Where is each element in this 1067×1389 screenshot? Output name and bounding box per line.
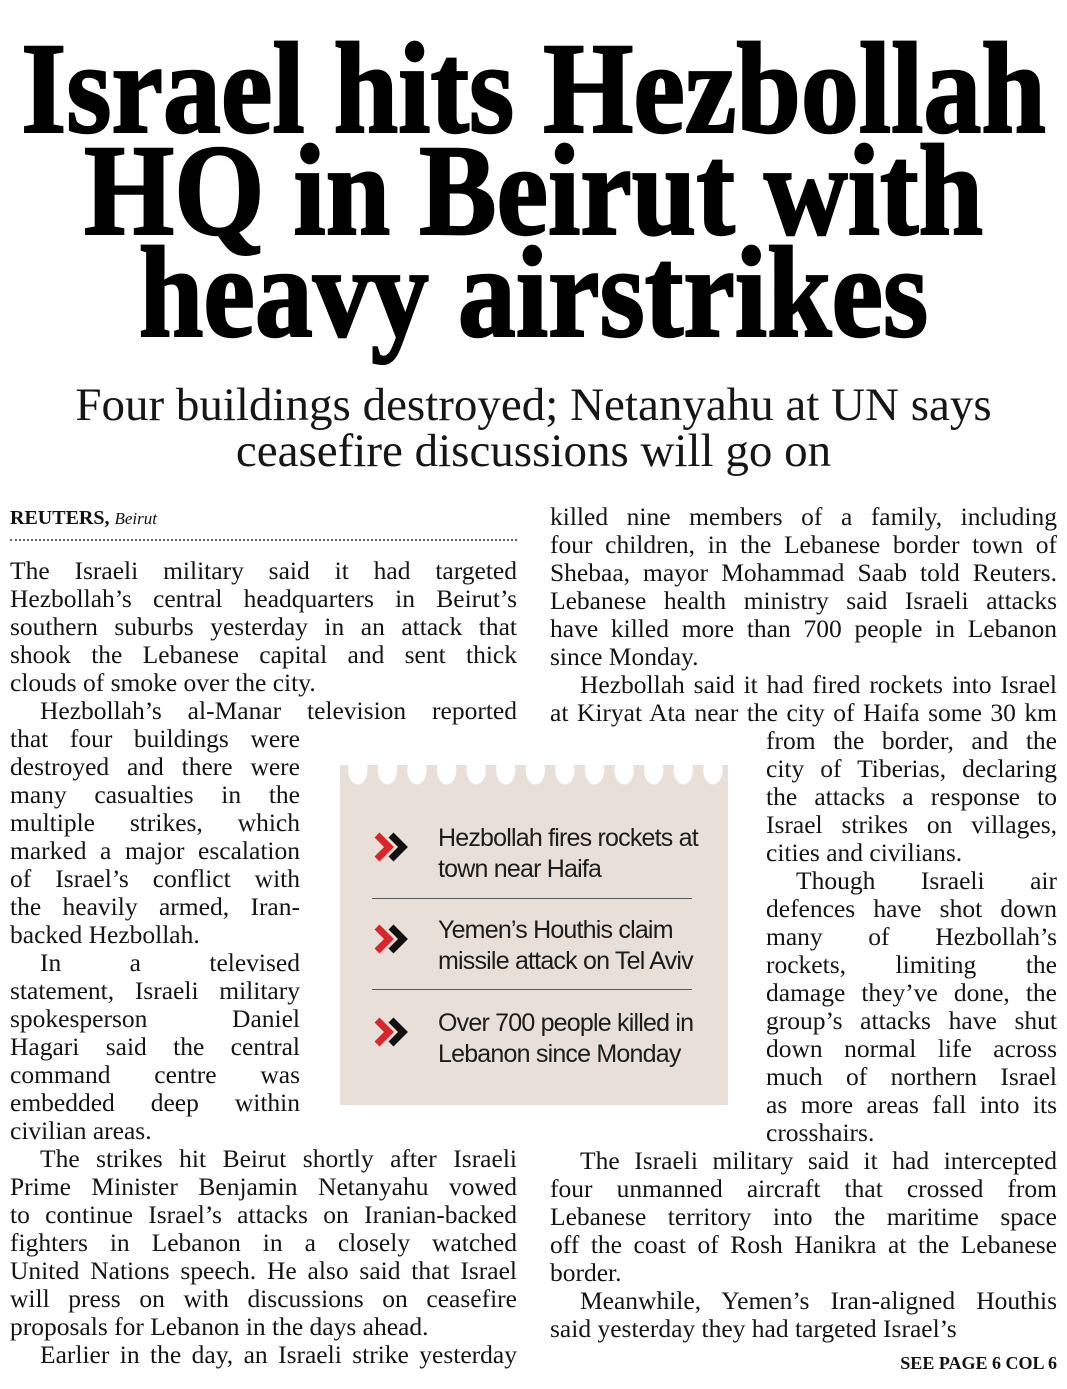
highlight-text-line: missile attack on Tel Aviv bbox=[438, 947, 693, 975]
highlight-divider bbox=[372, 898, 692, 899]
text-line: damage they’ve done, the bbox=[766, 978, 1057, 1007]
text-line: rockets, limiting the bbox=[766, 950, 1057, 979]
text-line: to continue Israel’s attacks on Iranian-backed bbox=[10, 1200, 517, 1229]
text-line: have killed more than 700 people in Lebanon bbox=[550, 614, 1057, 643]
text-line: Shebaa, mayor Mohammad Saab told Reuters. bbox=[550, 558, 1057, 587]
text-line: from the border, and the bbox=[766, 726, 1057, 755]
text-line: crosshairs. bbox=[766, 1118, 875, 1147]
subheadline bbox=[0, 379, 1067, 477]
text-line: defences have shot down bbox=[766, 894, 1057, 923]
highlight-text-line: Lebanon since Monday bbox=[438, 1040, 681, 1068]
notepad-edge bbox=[340, 765, 728, 795]
text-line: The Israeli military said it had targeted bbox=[10, 556, 517, 585]
text-line: many of Hezbollah’s bbox=[766, 922, 1057, 951]
text-line: border. bbox=[550, 1258, 622, 1287]
highlight-text bbox=[438, 823, 698, 885]
paragraph bbox=[10, 557, 517, 697]
text-line: command centre was bbox=[10, 1060, 300, 1089]
double-chevron-right-icon bbox=[372, 922, 410, 956]
text-line: that four buildings were bbox=[10, 724, 300, 753]
text-line: clouds of smoke over the city. bbox=[10, 668, 316, 697]
highlight-item bbox=[372, 1008, 712, 1070]
paragraph bbox=[10, 1145, 517, 1341]
text-line: proposals for Lebanon in the days ahead. bbox=[10, 1312, 429, 1341]
text-line: Though Israeli air bbox=[796, 866, 1057, 895]
text-line: Israel strikes on villages, bbox=[766, 810, 1057, 839]
headline-line: heavy airstrikes bbox=[138, 221, 929, 365]
text-line: embedded deep within bbox=[10, 1088, 300, 1117]
text-line: shook the Lebanese capital and sent thick bbox=[10, 640, 517, 669]
subheadline-line: Four buildings destroyed; Netanyahu at UN says bbox=[75, 379, 992, 431]
headline bbox=[0, 17, 1067, 365]
byline-agency: REUTERS, bbox=[10, 507, 110, 529]
text-line: as more areas fall into its bbox=[766, 1090, 1057, 1119]
text-line: Lebanese health ministry said Israeli attacks bbox=[550, 586, 1057, 615]
highlights-box bbox=[340, 765, 728, 1105]
text-line: four unmanned aircraft that crossed from bbox=[550, 1174, 1057, 1203]
text-line: destroyed and there were bbox=[10, 752, 300, 781]
highlight-item bbox=[372, 823, 712, 885]
text-line: down normal life across bbox=[766, 1034, 1057, 1063]
highlight-text bbox=[438, 915, 693, 977]
text-line: United Nations speech. He also said that Israel bbox=[10, 1256, 517, 1285]
text-line: The strikes hit Beirut shortly after Israeli bbox=[40, 1144, 517, 1173]
text-line: at Kiryat Ata near the city of Haifa some 30 km bbox=[550, 698, 1057, 727]
text-line: off the coast of Rosh Hanikra at the Lebanese bbox=[550, 1230, 1057, 1259]
paragraph bbox=[10, 1341, 517, 1369]
highlight-text-line: Hezbollah fires rockets at bbox=[438, 824, 698, 852]
highlight-divider bbox=[372, 989, 692, 990]
text-line: backed Hezbollah. bbox=[10, 920, 200, 949]
text-line: Lebanese territory into the maritime space bbox=[550, 1202, 1057, 1231]
text-line: southern suburbs yesterday in an attack that bbox=[10, 612, 517, 641]
text-line: the heavily armed, Iran- bbox=[10, 892, 300, 921]
paragraph bbox=[550, 503, 1057, 671]
byline bbox=[10, 506, 157, 530]
byline-place: Beirut bbox=[114, 509, 157, 528]
highlight-text-line: Yemen’s Houthis claim bbox=[438, 916, 673, 944]
text-line: four children, in the Lebanese border town of bbox=[550, 530, 1057, 559]
text-line: city of Tiberias, declaring bbox=[766, 754, 1057, 783]
text-line: many casualties in the bbox=[10, 780, 300, 809]
text-line: Hezbollah’s central headquarters in Beirut’s bbox=[10, 584, 517, 613]
text-line: Hezbollah said it had fired rockets into Israel bbox=[580, 670, 1057, 699]
text-line: marked a major escalation bbox=[10, 836, 300, 865]
text-line: cities and civilians. bbox=[766, 838, 963, 867]
paragraph bbox=[550, 1147, 1057, 1287]
text-line: Earlier in the day, an Israeli strike yesterday bbox=[40, 1340, 517, 1369]
text-line: much of northern Israel bbox=[766, 1062, 1057, 1091]
text-line: civilian areas. bbox=[10, 1116, 152, 1145]
text-line: Hagari said the central bbox=[10, 1032, 300, 1061]
double-chevron-right-icon bbox=[372, 830, 410, 864]
text-line: killed nine members of a family, including bbox=[550, 502, 1057, 531]
text-line: Prime Minister Benjamin Netanyahu vowed bbox=[10, 1172, 517, 1201]
headline-line: HQ in Beirut with bbox=[83, 119, 984, 263]
text-line: of Israel’s conflict with bbox=[10, 864, 300, 893]
paragraph bbox=[550, 1287, 1057, 1343]
text-line: will press on with discussions on ceasefire bbox=[10, 1284, 517, 1313]
text-line: since Monday. bbox=[550, 642, 699, 671]
byline-divider bbox=[10, 539, 517, 541]
subheadline-line: ceasefire discussions will go on bbox=[235, 425, 832, 477]
highlight-text-line: town near Haifa bbox=[438, 855, 602, 883]
double-chevron-right-icon bbox=[372, 1015, 410, 1049]
text-line: said yesterday they had targeted Israel’s bbox=[550, 1314, 957, 1343]
text-line: Meanwhile, Yemen’s Iran-aligned Houthis bbox=[580, 1286, 1057, 1315]
text-line: In a televised bbox=[40, 948, 300, 977]
highlight-text bbox=[438, 1008, 693, 1070]
text-line: fighters in Lebanon in a closely watched bbox=[10, 1228, 517, 1257]
text-line: Hezbollah’s al-Manar television reported bbox=[40, 696, 517, 725]
text-line: The Israeli military said it had intercepted bbox=[580, 1146, 1057, 1175]
headline-line: Israel hits Hezbollah bbox=[21, 17, 1046, 161]
text-line: the attacks a response to bbox=[766, 782, 1057, 811]
text-line: group’s attacks have shut bbox=[766, 1006, 1057, 1035]
text-line: statement, Israeli military bbox=[10, 976, 300, 1005]
jump-line: SEE PAGE 6 COL 6 bbox=[900, 1353, 1057, 1373]
text-line: multiple strikes, which bbox=[10, 808, 300, 837]
highlight-item bbox=[372, 915, 712, 977]
text-line: spokesperson Daniel bbox=[10, 1004, 300, 1033]
highlight-text-line: Over 700 people killed in bbox=[438, 1009, 694, 1037]
